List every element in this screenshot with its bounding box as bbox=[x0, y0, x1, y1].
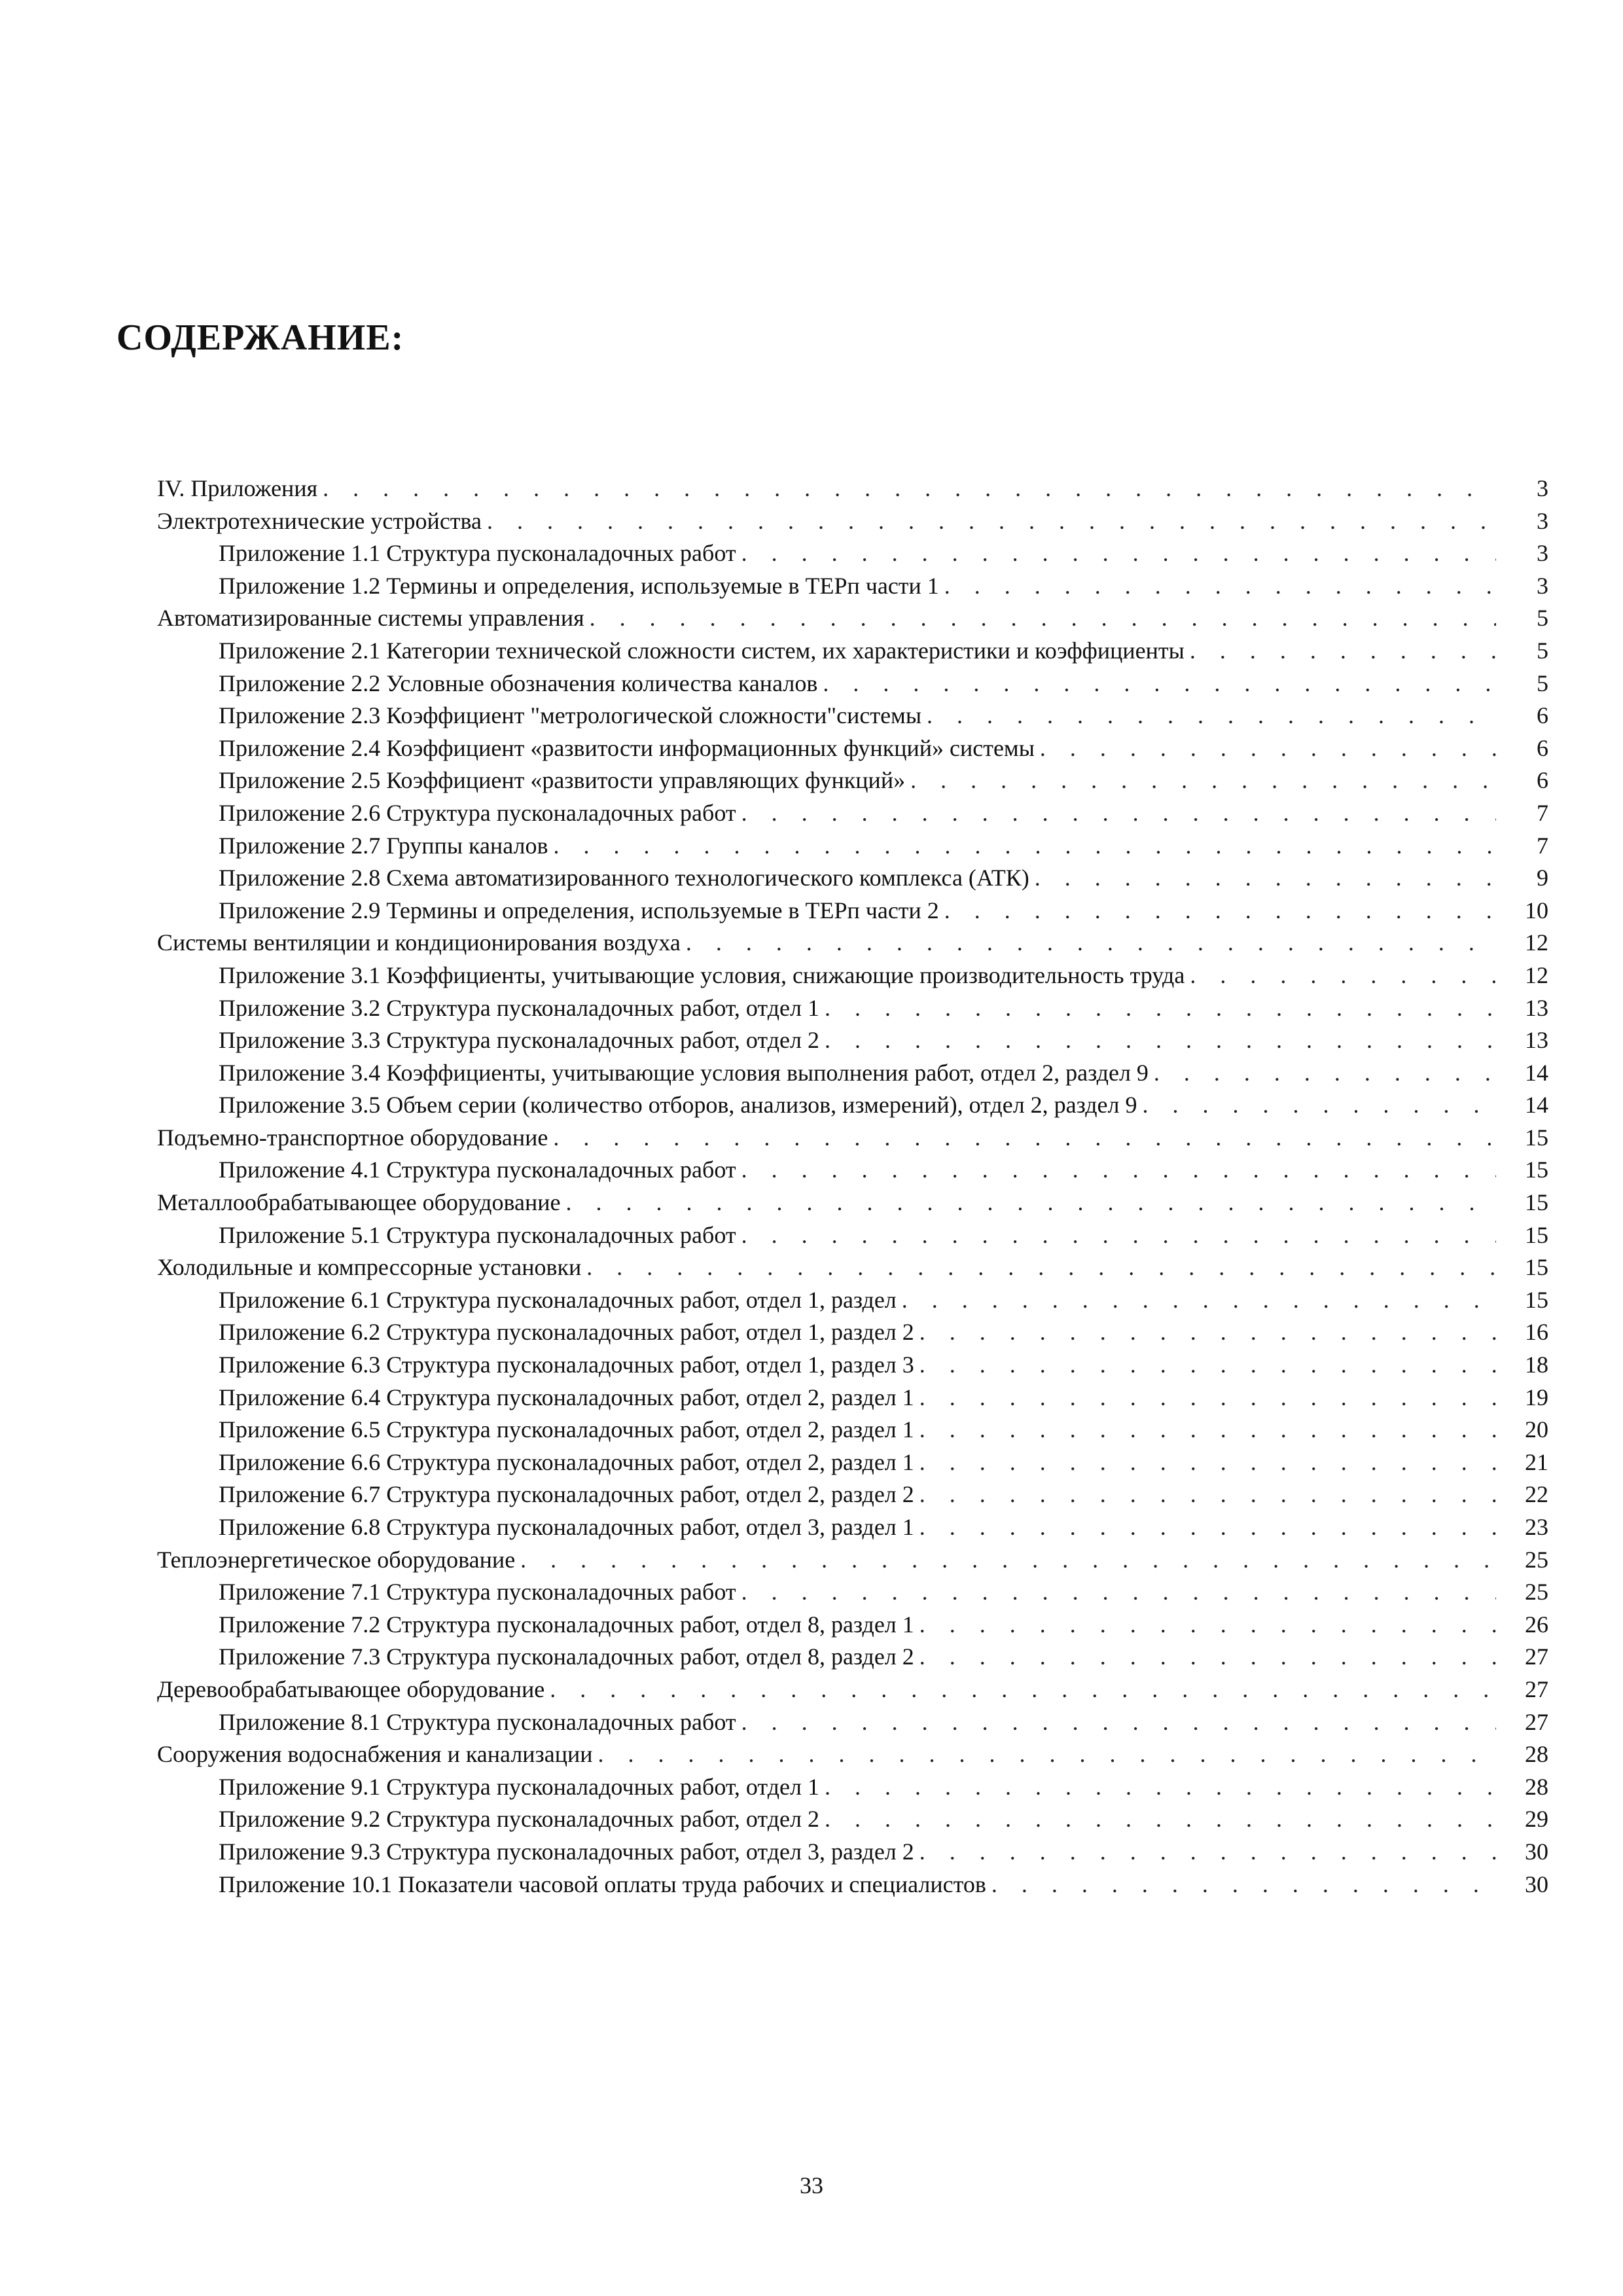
toc-entry-title: Приложение 7.1 Структура пусконаладочных работ bbox=[219, 1579, 736, 1605]
toc-entry-title: Приложение 4.1 Структура пусконаладочных работ bbox=[219, 1157, 736, 1183]
toc-dot-leader bbox=[1190, 960, 1496, 992]
toc-appendix-entry[interactable] bbox=[157, 668, 1548, 700]
toc-appendix-entry[interactable] bbox=[157, 570, 1548, 603]
toc-entry-title: Деревообрабатывающее оборудование bbox=[157, 1676, 545, 1702]
toc-entry-title: Электротехнические устройства bbox=[157, 507, 482, 534]
toc-entry-page: 30 bbox=[1525, 1838, 1548, 1865]
toc-entry-page: 6 bbox=[1537, 767, 1548, 794]
toc-section-entry[interactable] bbox=[157, 1122, 1548, 1155]
toc-appendix-entry[interactable] bbox=[157, 1479, 1548, 1511]
toc-entry-page: 6 bbox=[1537, 702, 1548, 729]
toc-entry-title: Приложение 2.6 Структура пусконаладочных работ bbox=[219, 799, 736, 826]
toc-entry-title: Приложение 6.8 Структура пусконаладочных работ, отдел 3, раздел 1 bbox=[219, 1514, 914, 1540]
toc-entry-title: Приложение 7.2 Структура пусконаладочных работ, отдел 8, раздел 1 bbox=[219, 1611, 914, 1638]
toc-entry-title: Приложение 3.5 Объем серии (количество отборов, анализов, измерений), отдел 2, раздел 9 bbox=[219, 1092, 1137, 1119]
toc-dot-leader bbox=[741, 797, 1496, 830]
toc-dot-leader bbox=[919, 1511, 1496, 1544]
toc-dot-leader bbox=[944, 895, 1496, 927]
toc-dot-leader bbox=[487, 505, 1496, 538]
toc-entry-page: 28 bbox=[1525, 1741, 1548, 1768]
toc-entry-page: 15 bbox=[1525, 1189, 1548, 1216]
toc-dot-leader bbox=[1190, 635, 1496, 668]
toc-entry-title: Приложение 3.1 Коэффициенты, учитывающие условия, снижающие производительность труда bbox=[219, 961, 1185, 988]
toc-appendix-entry[interactable] bbox=[157, 732, 1548, 765]
toc-entry-title: Приложение 7.3 Структура пусконаладочных работ, отдел 8, раздел 2 bbox=[219, 1643, 914, 1670]
toc-entry-title: Приложение 3.2 Структура пусконаладочных работ, отдел 1 bbox=[219, 994, 819, 1021]
toc-dot-leader bbox=[919, 1479, 1496, 1511]
toc-entry-page: 3 bbox=[1537, 475, 1548, 501]
toc-appendix-entry[interactable] bbox=[157, 1446, 1548, 1479]
toc-entry-title: Сооружения водоснабжения и канализации bbox=[157, 1741, 593, 1768]
toc-appendix-entry[interactable] bbox=[157, 1771, 1548, 1804]
toc-appendix-entry[interactable] bbox=[157, 1803, 1548, 1836]
toc-dot-leader bbox=[944, 570, 1496, 603]
toc-entry-title: Подъемно-транспортное оборудование bbox=[157, 1124, 548, 1151]
toc-dot-leader bbox=[590, 602, 1496, 635]
toc-entry-page: 19 bbox=[1525, 1384, 1548, 1410]
toc-entry-title: Приложение 1.1 Структура пусконаладочных работ bbox=[219, 540, 736, 567]
toc-entry-page: 30 bbox=[1525, 1871, 1548, 1897]
toc-entry-title: Системы вентиляции и кондиционирования воздуха bbox=[157, 929, 681, 956]
toc-appendix-entry[interactable] bbox=[157, 1609, 1548, 1641]
toc-dot-leader bbox=[1035, 862, 1496, 895]
toc-dot-leader bbox=[825, 992, 1496, 1025]
toc-appendix-entry[interactable] bbox=[157, 1869, 1548, 1901]
toc-appendix-entry[interactable] bbox=[157, 797, 1548, 830]
toc-dot-leader bbox=[919, 1609, 1496, 1641]
toc-section-entry[interactable] bbox=[157, 473, 1548, 505]
toc-entry-title: Металлообрабатывающее оборудование bbox=[157, 1189, 561, 1216]
toc-appendix-entry[interactable] bbox=[157, 1284, 1548, 1317]
toc-dot-leader bbox=[919, 1414, 1496, 1446]
toc-appendix-entry[interactable] bbox=[157, 764, 1548, 797]
toc-entry-page: 22 bbox=[1525, 1481, 1548, 1508]
toc-appendix-entry[interactable] bbox=[157, 1089, 1548, 1122]
toc-entry-page: 18 bbox=[1525, 1352, 1548, 1378]
toc-dot-leader bbox=[741, 1706, 1496, 1739]
table-of-contents bbox=[157, 473, 1548, 1901]
toc-appendix-entry[interactable] bbox=[157, 992, 1548, 1025]
toc-dot-leader bbox=[741, 1219, 1496, 1252]
toc-dot-leader bbox=[741, 1576, 1496, 1609]
toc-entry-page: 27 bbox=[1525, 1676, 1548, 1702]
toc-entry-page: 9 bbox=[1537, 865, 1548, 891]
toc-dot-leader bbox=[1040, 732, 1496, 765]
toc-entry-title: Приложение 6.4 Структура пусконаладочных работ, отдел 2, раздел 1 bbox=[219, 1384, 914, 1410]
toc-dot-leader bbox=[927, 700, 1496, 732]
toc-entry-page: 15 bbox=[1525, 1124, 1548, 1151]
toc-appendix-entry[interactable] bbox=[157, 895, 1548, 927]
toc-entry-title: IV. Приложения bbox=[157, 475, 318, 501]
toc-entry-page: 28 bbox=[1525, 1773, 1548, 1800]
toc-appendix-entry[interactable] bbox=[157, 1349, 1548, 1382]
toc-entry-page: 14 bbox=[1525, 1059, 1548, 1086]
toc-dot-leader bbox=[991, 1869, 1496, 1901]
toc-appendix-entry[interactable] bbox=[157, 1836, 1548, 1869]
toc-appendix-entry[interactable] bbox=[157, 1057, 1548, 1090]
toc-entry-title: Приложение 6.7 Структура пусконаладочных работ, отдел 2, раздел 2 bbox=[219, 1481, 914, 1508]
toc-entry-page: 25 bbox=[1525, 1579, 1548, 1605]
toc-entry-page: 15 bbox=[1525, 1221, 1548, 1248]
toc-appendix-entry[interactable] bbox=[157, 862, 1548, 895]
toc-entry-page: 26 bbox=[1525, 1611, 1548, 1638]
toc-entry-title: Приложение 2.5 Коэффициент «развитости управляющих функций» bbox=[219, 767, 906, 794]
toc-entry-page: 6 bbox=[1537, 734, 1548, 761]
toc-appendix-entry[interactable] bbox=[157, 1316, 1548, 1349]
toc-dot-leader bbox=[686, 927, 1496, 960]
toc-entry-title: Теплоэнергетическое оборудование bbox=[157, 1546, 516, 1573]
toc-entry-page: 5 bbox=[1537, 637, 1548, 664]
toc-entry-page: 16 bbox=[1525, 1319, 1548, 1346]
toc-entry-title: Приложение 1.2 Термины и определения, используемые в ТЕРп части 1 bbox=[219, 572, 939, 599]
toc-dot-leader bbox=[323, 473, 1496, 505]
page-number: 33 bbox=[800, 2172, 823, 2198]
toc-entry-title: Приложение 2.3 Коэффициент "метрологической сложности"системы bbox=[219, 702, 922, 729]
toc-appendix-entry[interactable] bbox=[157, 1024, 1548, 1057]
toc-section-entry[interactable] bbox=[157, 1674, 1548, 1706]
toc-entry-page: 27 bbox=[1525, 1708, 1548, 1735]
toc-appendix-entry[interactable] bbox=[157, 700, 1548, 732]
toc-entry-page: 5 bbox=[1537, 605, 1548, 632]
toc-entry-title: Приложение 2.9 Термины и определения, используемые в ТЕРп части 2 bbox=[219, 897, 939, 924]
toc-section-entry[interactable] bbox=[157, 1251, 1548, 1284]
toc-entry-title: Приложение 9.1 Структура пусконаладочных работ, отдел 1 bbox=[219, 1773, 819, 1800]
toc-dot-leader bbox=[919, 1641, 1496, 1674]
toc-entry-page: 29 bbox=[1525, 1806, 1548, 1833]
toc-dot-leader bbox=[919, 1382, 1496, 1414]
page-title: СОДЕРЖАНИЕ: bbox=[116, 317, 404, 358]
toc-dot-leader bbox=[553, 830, 1496, 863]
toc-dot-leader bbox=[741, 537, 1496, 570]
toc-entry-page: 23 bbox=[1525, 1514, 1548, 1540]
toc-appendix-entry[interactable] bbox=[157, 537, 1548, 570]
toc-section-entry[interactable] bbox=[157, 927, 1548, 960]
toc-section-entry[interactable] bbox=[157, 1738, 1548, 1771]
toc-entry-title: Приложение 2.4 Коэффициент «развитости информационных функций» системы bbox=[219, 734, 1035, 761]
toc-entry-page: 3 bbox=[1537, 572, 1548, 599]
toc-entry-page: 15 bbox=[1525, 1254, 1548, 1281]
toc-entry-page: 25 bbox=[1525, 1546, 1548, 1573]
toc-section-entry[interactable] bbox=[157, 602, 1548, 635]
toc-section-entry[interactable] bbox=[157, 1544, 1548, 1577]
toc-entry-page: 10 bbox=[1525, 897, 1548, 924]
toc-entry-title: Приложение 6.1 Структура пусконаладочных работ, отдел 1, раздел bbox=[219, 1286, 897, 1313]
toc-entry-page: 12 bbox=[1525, 929, 1548, 956]
toc-section-entry[interactable] bbox=[157, 505, 1548, 538]
toc-dot-leader bbox=[550, 1674, 1496, 1706]
toc-dot-leader bbox=[902, 1284, 1496, 1317]
toc-entry-page: 20 bbox=[1525, 1416, 1548, 1443]
toc-dot-leader bbox=[825, 1803, 1496, 1836]
toc-entry-page: 13 bbox=[1525, 994, 1548, 1021]
toc-dot-leader bbox=[919, 1836, 1496, 1869]
toc-entry-title: Приложение 2.8 Схема автоматизированного технологического комплекса (АТК) bbox=[219, 865, 1029, 891]
toc-entry-page: 3 bbox=[1537, 540, 1548, 567]
toc-entry-page: 7 bbox=[1537, 799, 1548, 826]
toc-appendix-entry[interactable] bbox=[157, 1382, 1548, 1414]
toc-entry-title: Холодильные и компрессорные установки bbox=[157, 1254, 582, 1281]
toc-entry-title: Приложение 2.7 Группы каналов bbox=[219, 832, 548, 859]
toc-entry-title: Приложение 8.1 Структура пусконаладочных работ bbox=[219, 1708, 736, 1735]
toc-entry-page: 12 bbox=[1525, 961, 1548, 988]
toc-entry-title: Приложение 6.5 Структура пусконаладочных работ, отдел 2, раздел 1 bbox=[219, 1416, 914, 1443]
toc-dot-leader bbox=[823, 668, 1496, 700]
toc-dot-leader bbox=[919, 1349, 1496, 1382]
toc-entry-title: Приложение 6.2 Структура пусконаладочных работ, отдел 1, раздел 2 bbox=[219, 1319, 914, 1346]
toc-entry-title: Приложение 3.4 Коэффициенты, учитывающие условия выполнения работ, отдел 2, раздел 9 bbox=[219, 1059, 1149, 1086]
toc-entry-page: 15 bbox=[1525, 1157, 1548, 1183]
toc-entry-page: 5 bbox=[1537, 670, 1548, 696]
toc-dot-leader bbox=[520, 1544, 1496, 1577]
toc-entry-title: Приложение 6.3 Структура пусконаладочных работ, отдел 1, раздел 3 bbox=[219, 1352, 914, 1378]
toc-entry-page: 14 bbox=[1525, 1092, 1548, 1119]
toc-dot-leader bbox=[910, 764, 1496, 797]
toc-dot-leader bbox=[553, 1122, 1496, 1155]
toc-dot-leader bbox=[741, 1154, 1496, 1187]
toc-entry-title: Приложение 2.2 Условные обозначения количества каналов bbox=[219, 670, 818, 696]
toc-entry-page: 21 bbox=[1525, 1448, 1548, 1475]
toc-appendix-entry[interactable] bbox=[157, 830, 1548, 863]
toc-dot-leader bbox=[586, 1251, 1496, 1284]
toc-entry-page: 7 bbox=[1537, 832, 1548, 859]
toc-appendix-entry[interactable] bbox=[157, 1576, 1548, 1609]
toc-appendix-entry[interactable] bbox=[157, 635, 1548, 668]
toc-entry-title: Автоматизированные системы управления bbox=[157, 605, 584, 632]
toc-appendix-entry[interactable] bbox=[157, 960, 1548, 992]
toc-dot-leader bbox=[1143, 1089, 1497, 1122]
toc-appendix-entry[interactable] bbox=[157, 1706, 1548, 1739]
toc-dot-leader bbox=[825, 1024, 1496, 1057]
toc-entry-title: Приложение 6.6 Структура пусконаладочных работ, отдел 2, раздел 1 bbox=[219, 1448, 914, 1475]
toc-entry-page: 27 bbox=[1525, 1643, 1548, 1670]
toc-entry-title: Приложение 3.3 Структура пусконаладочных работ, отдел 2 bbox=[219, 1027, 819, 1054]
toc-appendix-entry[interactable] bbox=[157, 1219, 1548, 1252]
toc-entry-page: 3 bbox=[1537, 507, 1548, 534]
toc-entry-title: Приложение 9.2 Структура пусконаладочных работ, отдел 2 bbox=[219, 1806, 819, 1833]
toc-entry-title: Приложение 9.3 Структура пусконаладочных работ, отдел 3, раздел 2 bbox=[219, 1838, 914, 1865]
toc-dot-leader bbox=[1154, 1057, 1496, 1090]
toc-dot-leader bbox=[919, 1446, 1496, 1479]
toc-entry-title: Приложение 5.1 Структура пусконаладочных работ bbox=[219, 1221, 736, 1248]
toc-entry-title: Приложение 2.1 Категории технической сложности систем, их характеристики и коэффициенты bbox=[219, 637, 1185, 664]
toc-dot-leader bbox=[919, 1316, 1496, 1349]
toc-dot-leader bbox=[565, 1187, 1496, 1219]
toc-appendix-entry[interactable] bbox=[157, 1641, 1548, 1674]
toc-entry-page: 15 bbox=[1525, 1286, 1548, 1313]
toc-entry-page: 13 bbox=[1525, 1027, 1548, 1054]
toc-appendix-entry[interactable] bbox=[157, 1511, 1548, 1544]
toc-section-entry[interactable] bbox=[157, 1187, 1548, 1219]
toc-appendix-entry[interactable] bbox=[157, 1154, 1548, 1187]
toc-appendix-entry[interactable] bbox=[157, 1414, 1548, 1446]
toc-entry-title: Приложение 10.1 Показатели часовой оплаты труда рабочих и специалистов bbox=[219, 1871, 986, 1897]
toc-dot-leader bbox=[598, 1738, 1496, 1771]
toc-dot-leader bbox=[825, 1771, 1496, 1804]
